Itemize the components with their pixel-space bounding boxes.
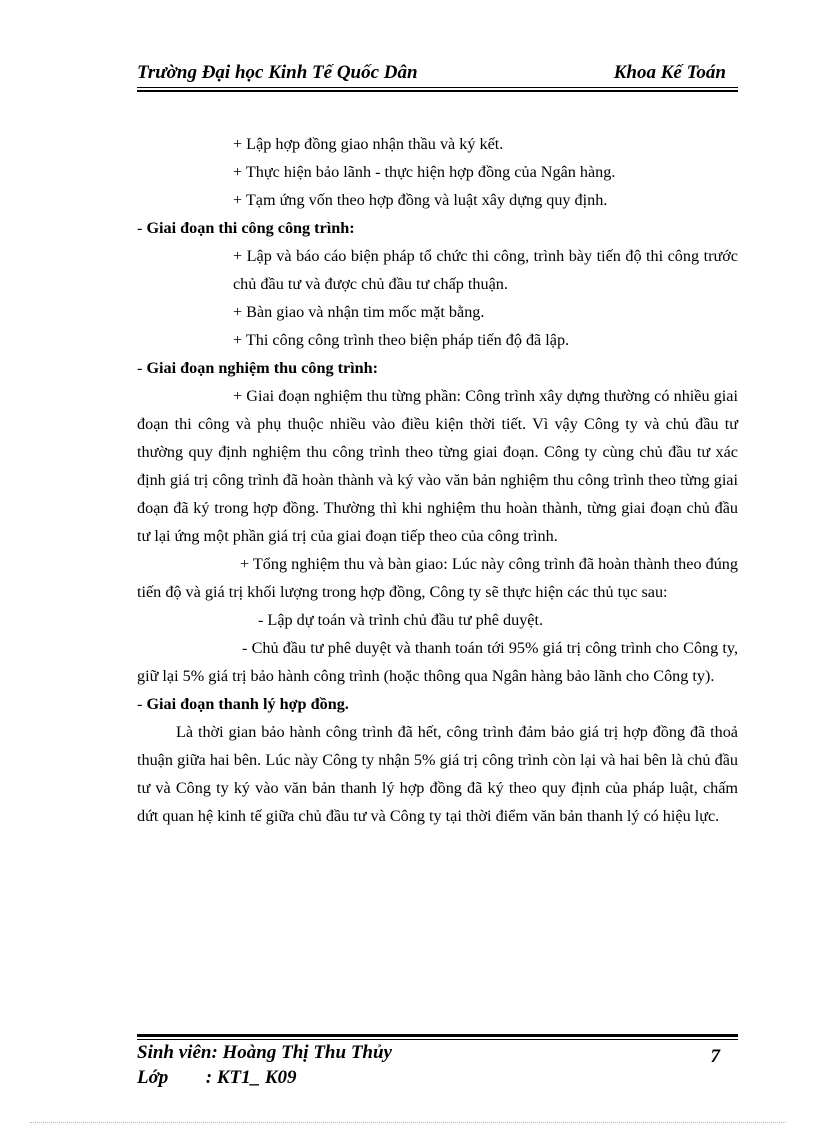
body-line: + Bàn giao và nhận tim mốc mặt bằng. <box>233 303 485 321</box>
class-label: Lớp <box>137 1067 169 1088</box>
body-paragraph: + Giai đoạn nghiệm thu từng phần: Công trình xây dựng thường có nhiều giai đoạn thi công và phụ thuộc nhiều vào điều kiện thời tiết. Vì vậy Công ty và chủ đầu tư thường quy định nghiệm thu công trình theo từng giai đoạn. Công ty cùng chủ đầu tư xác định giá trị công trình đã hoàn thành và ký vào văn bản nghiệm thu công trình theo từng giai đoạn đã ký trong hợp đồng. Thường thì khi nghiệm thu hoàn thành, từng giai đoạn chủ đầu tư lại ứng một phần giá trị của giai đoạn tiếp theo của công trình. <box>137 387 738 545</box>
heading-text: Giai đoạn nghiệm thu công trình: <box>146 359 379 377</box>
body-paragraph: Là thời gian bảo hành công trình đã hết, công trình đảm bảo giá trị hợp đồng đã thoả thuận giữa hai bên. Lúc này Công ty nhận 5% giá trị công trình còn lại và hai bên là chủ đầu tư và Công ty ký vào văn bản thanh lý hợp đồng đã ký theo quy định của pháp luật, chấm dứt quan hệ kinh tế giữa chủ đầu tư và Công ty tại thời điểm văn bản thanh lý có hiệu lực. <box>137 723 738 825</box>
footer-class <box>137 1065 738 1090</box>
body-line: + Thực hiện bảo lãnh - thực hiện hợp đồng của Ngân hàng. <box>233 163 616 181</box>
class-value: : KT1_ K09 <box>205 1067 297 1088</box>
heading-text: Giai đoạn thanh lý hợp đồng. <box>146 695 349 713</box>
header-rule-thick <box>137 90 738 92</box>
section-heading <box>137 690 738 718</box>
footer-student <box>137 1040 738 1065</box>
header-faculty: Khoa Kế Toán <box>613 62 726 83</box>
page-footer <box>137 1040 738 1090</box>
body-paragraph: + Lập và báo cáo biện pháp tổ chức thi công, trình bày tiến độ thi công trước chủ đầu tư và được chủ đầu tư chấp thuận. <box>233 247 738 293</box>
heading-text: Giai đoạn thi công công trình: <box>146 219 355 237</box>
page-header <box>137 62 738 88</box>
section-heading <box>137 214 738 242</box>
footer-rule-thick <box>137 1034 738 1037</box>
section-heading <box>137 354 738 382</box>
body-line: - Lập dự toán và trình chủ đầu tư phê duyệt. <box>258 611 544 629</box>
heading-dash: - <box>137 695 143 713</box>
page-number: 7 <box>710 1046 720 1067</box>
body-paragraph: - Chủ đầu tư phê duyệt và thanh toán tới 95% giá trị công trình cho Công ty, giữ lại 5% giá trị bảo hành công trình (hoặc thông qua Ngân hàng bảo lãnh cho Công ty). <box>137 639 738 685</box>
body-line: + Lập hợp đồng giao nhận thầu và ký kết. <box>233 135 504 153</box>
body-line: + Thi công công trình theo biện pháp tiến độ đã lập. <box>233 331 570 349</box>
heading-dash: - <box>137 359 143 377</box>
heading-dash: - <box>137 219 143 237</box>
header-rule <box>137 87 738 88</box>
header-university: Trường Đại học Kinh Tế Quốc Dân <box>137 62 418 83</box>
student-name: Hoàng Thị Thu Thủy <box>222 1042 392 1063</box>
body-paragraph: + Tổng nghiệm thu và bàn giao: Lúc này công trình đã hoàn thành theo đúng tiến độ và giá trị khối lượng trong hợp đồng, Công ty sẽ thực hiện các thủ tục sau: <box>137 555 738 601</box>
document-body <box>137 130 738 830</box>
student-label: Sinh viên: <box>137 1042 218 1063</box>
body-line: + Tạm ứng vốn theo hợp đồng và luật xây dựng quy định. <box>233 191 608 209</box>
